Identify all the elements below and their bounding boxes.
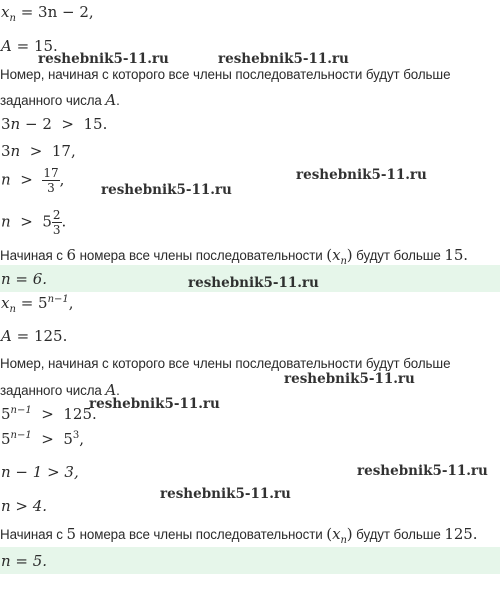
watermark: reshebnik5-11.ru [101,182,232,198]
condition-text-1b: заданного числа A. [0,91,120,109]
condition-text-2b: заданного числа A. [0,381,120,399]
a-value-1: A = 15. [1,37,58,55]
a-value-2: A = 125. [1,327,68,345]
inequality-2-4: n > 4. [1,497,48,515]
answer-2: n = 5. [1,552,48,570]
inequality-1-4: n > 5 $\frac{2}{3}$ . [1,208,67,237]
answer-highlight-2 [0,547,500,574]
formula-1: $x_n = 3n - 2$, [1,3,94,24]
inequality-1-1: 3n − 2 > 15. [1,115,108,133]
watermark: reshebnik5-11.ru [89,396,220,412]
inequality-1-2: 3n > 17, [1,142,76,160]
watermark: reshebnik5-11.ru [357,463,488,479]
formula-2: $x_n = 5^{n-1}$, [1,294,74,315]
watermark: reshebnik5-11.ru [284,371,415,387]
conclusion-2: Начиная с 5 номера все члены последовательности $(x_n)$ будут больше 125. [0,525,478,546]
inequality-1-3: n > $\frac{17}{3}$ , [1,166,65,195]
condition-text-1: Номер, начиная с которого все члены последовательности будут больше [0,67,451,82]
conclusion-1: Начиная с 6 номера все члены последовательности $(x_n)$ будут больше 15. [0,246,468,267]
watermark: reshebnik5-11.ru [38,51,169,67]
inequality-2-3: n − 1 > 3, [1,463,79,481]
watermark: reshebnik5-11.ru [218,51,349,67]
watermark: reshebnik5-11.ru [160,486,291,502]
watermark: reshebnik5-11.ru [296,167,427,183]
inequality-2-2: $5^{n-1} > 5^3$, [1,430,85,448]
watermark: reshebnik5-11.ru [188,275,319,291]
condition-text-2: Номер, начиная с которого все члены последовательности будут больше [0,356,451,371]
answer-1: n = 6. [1,270,48,288]
inequality-2-1: $5^{n-1} > 125$. [1,405,97,423]
